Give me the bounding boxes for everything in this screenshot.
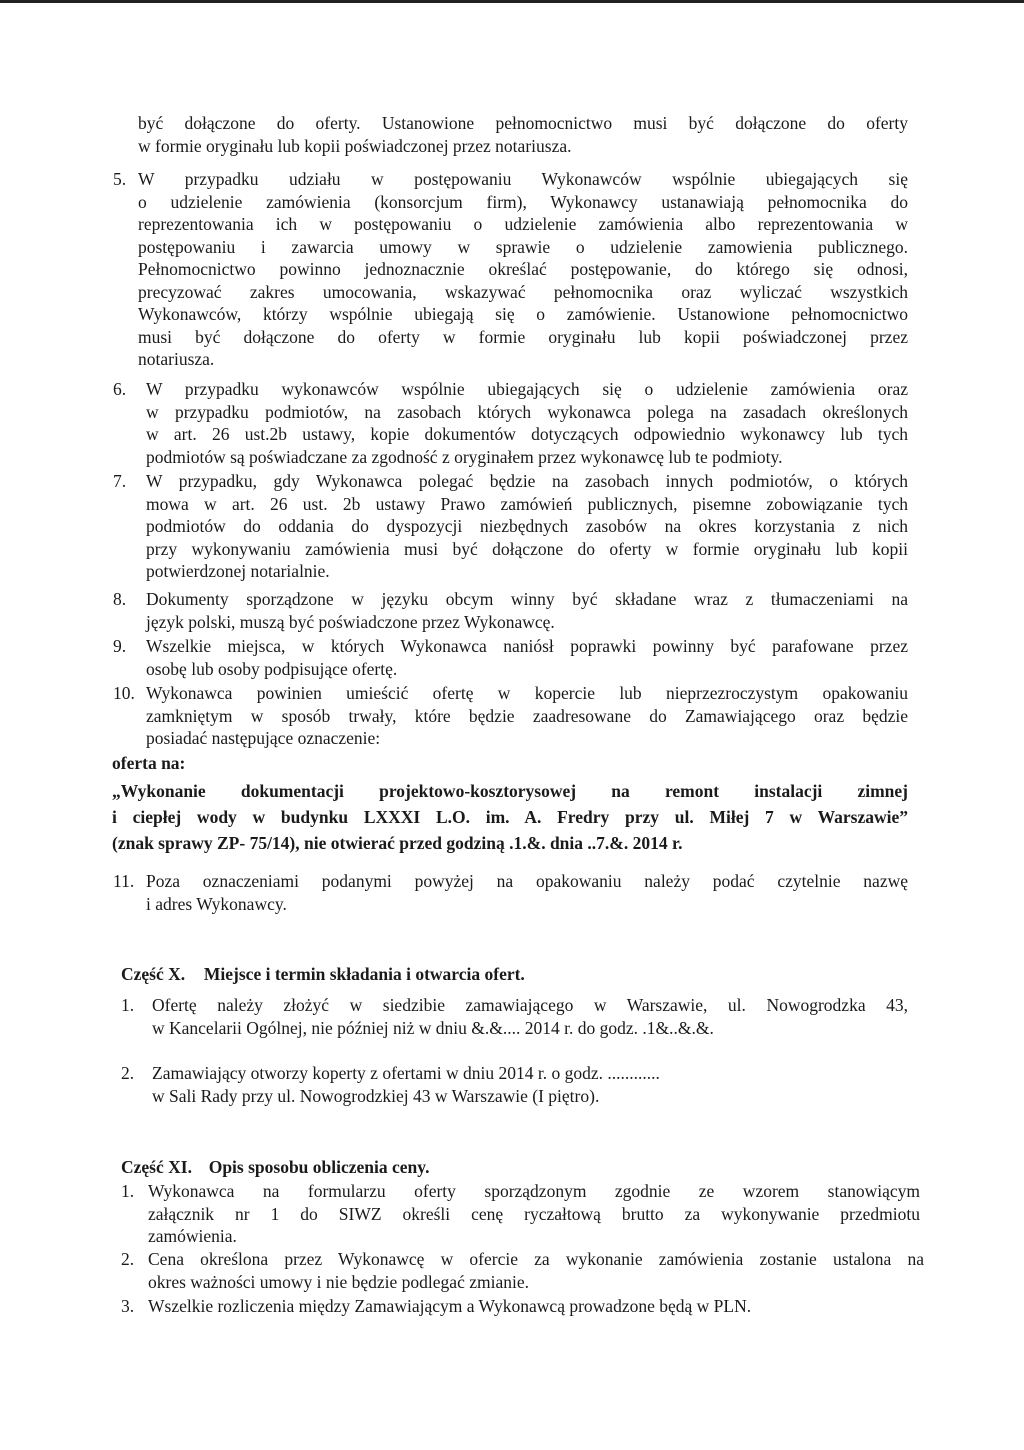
text-line: precyzować zakres umocowania, wskazywać pełnomocnika oraz wyliczać wszystkich — [138, 281, 908, 302]
text-line: i adres Wykonawcy. — [146, 893, 287, 914]
text-line: „Wykonanie dokumentacji projektowo-kosztorysowej na remont instalacji zimnej — [112, 781, 908, 801]
text-line: zamówienia. — [148, 1226, 237, 1246]
offer-label: oferta na: — [112, 753, 186, 773]
text-line: Cena określona przez Wykonawcę w ofercie za wykonanie zamówienia zostanie ustalona na — [148, 1249, 924, 1269]
item-number: 3. — [121, 1296, 135, 1316]
text-line: w przypadku podmiotów, na zasobach których wykonawca polega na zasadach określonych — [146, 401, 908, 422]
text-line: zamkniętym w sposób trwały, które będzie zaadresowane do Zamawiającego oraz będzie — [146, 705, 908, 726]
text-line: musi być dołączone do oferty w formie oryginału lub kopii poświadczonej przez — [138, 326, 908, 347]
text-line: Ofertę należy złożyć w siedzibie zamawiającego w Warszawie, ul. Nowogrodzka 43, — [152, 995, 908, 1015]
text-line: potwierdzonej notarialnie. — [146, 561, 330, 581]
text-line: Dokumenty sporządzone w języku obcym winny być składane wraz z tłumaczeniami na — [146, 589, 908, 609]
item-number: 6. — [113, 379, 127, 399]
text-line: podmiotów do oddania do dyspozycji niezbędnych zasobów na okres korzystania z nich — [146, 516, 908, 536]
text-line: W przypadku wykonawców wspólnie ubiegających się o udzielenie zamówienia oraz — [146, 379, 908, 399]
item-8-paragraph — [146, 588, 908, 633]
text-line: mowa w art. 26 ust. 2b ustawy Prawo zamówień publicznych, pisemne zobowiązanie tych — [146, 493, 908, 514]
text-line: posiadać następujące oznaczenie: — [146, 728, 381, 748]
text-line: okres ważności umowy i nie będzie podlegać zmianie. — [148, 1271, 529, 1292]
text-line: być dołączone do oferty. Ustanowione pełnomocnictwo musi być dołączone do oferty — [138, 113, 908, 133]
text-line: reprezentowania ich w postępowaniu o udzielenie zamówienia albo reprezentowania w — [138, 214, 908, 234]
text-line: W przypadku, gdy Wykonawca polegać będzie na zasobach innych podmiotów, o których — [146, 471, 908, 491]
text-line: Poza oznaczeniami podanymi powyżej na opakowaniu należy podać czytelnie nazwę — [146, 871, 908, 891]
item-7-paragraph — [146, 470, 908, 583]
text-line: Wykonawca na formularzu oferty sporządzonym zgodnie ze wzorem stanowiącym — [148, 1181, 920, 1201]
item-5-paragraph — [138, 168, 908, 371]
item-number: 7. — [113, 471, 127, 491]
text-line: w formie oryginału lub kopii poświadczonej przez notariusza. — [138, 135, 572, 156]
text-line: Wykonawców, którzy wspólnie ubiegają się o zamówienie. Ustanowione pełnomocnictwo — [138, 304, 908, 324]
section-title: Opis sposobu obliczenia ceny. — [208, 1157, 430, 1177]
item-number: 2. — [121, 1063, 135, 1083]
section-11-item-2 — [148, 1248, 924, 1293]
item-number: 10. — [113, 683, 135, 703]
text-line: załącznik nr 1 do SIWZ określi cenę ryczałtową brutto za wykonywanie przedmiotu — [148, 1203, 920, 1224]
item-number: 11. — [113, 871, 135, 891]
text-line: w Sali Rady przy ul. Nowogrodzkiej 43 w Warszawie (I piętro). — [152, 1085, 600, 1106]
text-line: przy wykonywaniu zamówienia musi być dołączone do oferty w formie oryginału lub kopii — [146, 538, 908, 559]
item-number: 8. — [113, 589, 127, 609]
item-6-paragraph — [146, 378, 908, 468]
text-line: Wykonawca powinien umieścić ofertę w kopercie lub nieprzezroczystym opakowaniu — [146, 683, 908, 703]
text-line: postępowaniu i zawarcia umowy w sprawie o udzielenie zamowienia publicznego. — [138, 236, 908, 257]
text-line: osobę lub osoby podpisujące ofertę. — [146, 658, 398, 679]
section-11-item-1 — [148, 1180, 920, 1248]
text-line: o udzielenie zamówienia (konsorcjum firm), Wykonawcy ustanawiają pełnomocnika do — [138, 191, 908, 212]
text-line: w art. 26 ust.2b ustawy, kopie dokumentów dotyczących odpowiednio wykonawcy lub tych — [146, 424, 908, 444]
section-11-item-3 — [148, 1295, 924, 1318]
text-line: (znak sprawy ZP- 75/14), nie otwierać przed godziną .1.&. dnia ..7.&. 2014 r. — [112, 833, 683, 853]
item-9-paragraph — [146, 635, 908, 680]
item-number: 1. — [121, 995, 135, 1015]
text-line: język polski, muszą być poświadczone przez Wykonawcę. — [146, 611, 555, 632]
section-number: Część XI. — [121, 1157, 192, 1177]
section-number: Część X. — [121, 964, 186, 984]
item-11-paragraph — [146, 870, 908, 915]
section-heading — [121, 1156, 429, 1178]
text-line: Zamawiający otworzy koperty z ofertami w dniu 2014 r. o godz. ............ — [152, 1063, 660, 1083]
section-10-item-2 — [152, 1062, 908, 1107]
text-line: Pełnomocnictwo powinno jednoznacznie określać postępowanie, do którego się odnosi, — [138, 259, 908, 279]
item-10-paragraph — [146, 682, 908, 750]
text-line: Wszelkie rozliczenia między Zamawiającym a Wykonawcą prowadzone będą w PLN. — [148, 1296, 752, 1316]
text-line: Wszelkie miejsca, w których Wykonawca naniósł poprawki powinny być parafowane przez — [146, 636, 908, 656]
text-line: W przypadku udziału w postępowaniu Wykonawców wspólnie ubiegających się — [138, 169, 908, 189]
section-10-item-1 — [152, 994, 908, 1039]
item-number: 2. — [121, 1249, 135, 1269]
intro-paragraph — [138, 112, 908, 157]
text-line: i ciepłej wody w budynku LXXXI L.O. im. A. Fredry przy ul. Miłej 7 w Warszawie” — [112, 807, 908, 827]
text-line: w Kancelarii Ogólnej, nie później niż w dniu &.&.... 2014 r. do godz. .1&..&.&. — [152, 1017, 714, 1038]
item-number: 9. — [113, 636, 127, 656]
section-title: Miejsce i termin składania i otwarcia ofert. — [203, 964, 525, 984]
offer-marking — [112, 778, 908, 856]
text-line: podmiotów są poświadczane za zgodność z oryginałem przez wykonawcę lub te podmioty. — [146, 446, 783, 467]
text-line: notariusza. — [138, 349, 215, 369]
item-number: 1. — [121, 1181, 135, 1201]
section-heading — [121, 963, 525, 985]
item-number: 5. — [113, 169, 127, 189]
